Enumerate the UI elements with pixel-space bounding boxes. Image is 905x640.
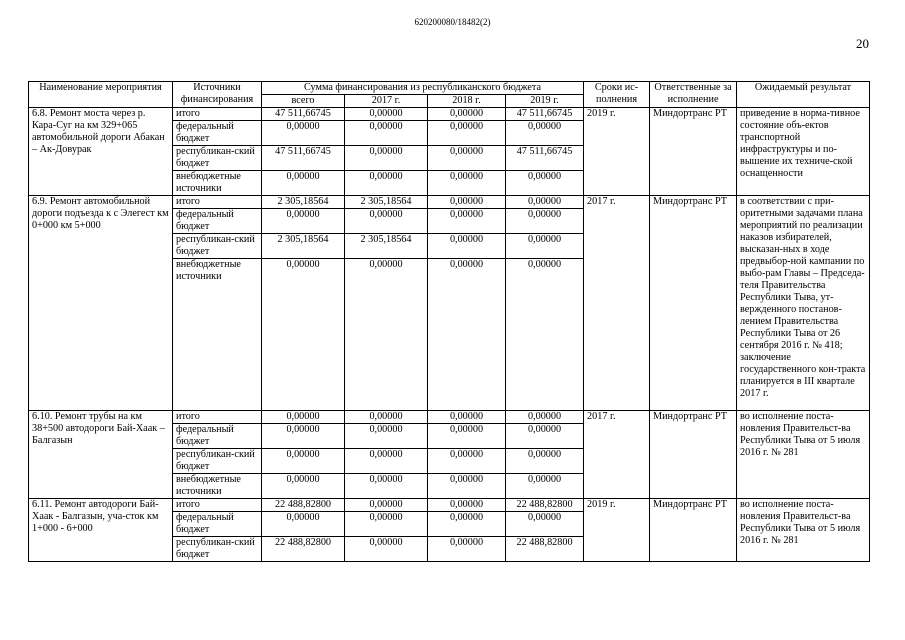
financing-table [28,81,870,562]
source-label: итого [173,499,262,512]
value-2018: 0,00000 [428,474,506,499]
value-2018: 0,00000 [428,512,506,537]
deadline-cell: 2019 г. [584,499,650,562]
value-2017: 0,00000 [345,411,428,424]
value-2018: 0,00000 [428,171,506,196]
source-label: федеральный бюджет [173,424,262,449]
deadline-cell: 2017 г. [584,411,650,499]
source-label: федеральный бюджет [173,209,262,234]
value-2018: 0,00000 [428,121,506,146]
value-2017: 0,00000 [345,259,428,411]
source-label: республикан-ский бюджет [173,537,262,562]
expected-result: приведение в норма-тивное состояние объ-ектов транспортной инфраструктуры и по-вышение их техниче-ской оснащенности [737,108,870,196]
value-total: 47 511,66745 [262,146,345,171]
value-2018: 0,00000 [428,424,506,449]
value-2019: 0,00000 [506,512,584,537]
table-row [29,499,870,512]
value-2018: 0,00000 [428,234,506,259]
value-2017: 0,00000 [345,108,428,121]
source-label: внебюджетные источники [173,474,262,499]
value-2017: 0,00000 [345,171,428,196]
document-id: 620200080/18482(2) [414,17,491,27]
value-2017: 0,00000 [345,209,428,234]
value-2019: 0,00000 [506,196,584,209]
value-total: 0,00000 [262,474,345,499]
responsible-cell: Миндортранс РТ [650,108,737,196]
value-2019: 22 488,82800 [506,537,584,562]
value-total: 0,00000 [262,411,345,424]
activity-name: 6.10. Ремонт трубы на км 38+500 автодороги Бай-Хаак – Балгазын [29,411,173,499]
value-2017: 0,00000 [345,146,428,171]
table-row [29,411,870,424]
value-total: 0,00000 [262,259,345,411]
value-total: 0,00000 [262,209,345,234]
value-2017: 0,00000 [345,537,428,562]
activity-name: 6.9. Ремонт автомобильной дороги подъезда к с Элегест км 0+000 км 5+000 [29,196,173,411]
value-2019: 47 511,66745 [506,146,584,171]
header-2017: 2017 г. [345,95,428,108]
header-result: Ожидаемый результат [737,82,870,108]
value-2018: 0,00000 [428,449,506,474]
table-body [29,108,870,562]
source-label: республикан-ский бюджет [173,146,262,171]
value-2018: 0,00000 [428,108,506,121]
value-2018: 0,00000 [428,499,506,512]
value-total: 22 488,82800 [262,537,345,562]
value-total: 22 488,82800 [262,499,345,512]
header-activity: Наименование мероприятия [29,82,173,108]
value-2017: 0,00000 [345,449,428,474]
header-2018: 2018 г. [428,95,506,108]
value-2017: 2 305,18564 [345,196,428,209]
source-label: внебюджетные источники [173,259,262,411]
header-sources: Источники финансирования [173,82,262,108]
value-2018: 0,00000 [428,209,506,234]
value-2018: 0,00000 [428,411,506,424]
source-label: итого [173,108,262,121]
source-label: итого [173,196,262,209]
value-2017: 0,00000 [345,474,428,499]
responsible-cell: Миндортранс РТ [650,499,737,562]
value-2017: 0,00000 [345,499,428,512]
value-2019: 0,00000 [506,121,584,146]
value-2019: 0,00000 [506,259,584,411]
value-2019: 0,00000 [506,209,584,234]
header-responsible: Ответственные за исполнение [650,82,737,108]
value-2018: 0,00000 [428,537,506,562]
table-row [29,196,870,209]
source-label: республикан-ский бюджет [173,234,262,259]
responsible-cell: Миндортранс РТ [650,196,737,411]
source-label: федеральный бюджет [173,512,262,537]
responsible-cell: Миндортранс РТ [650,411,737,499]
expected-result: во исполнение поста-новления Правительст-ва Республики Тыва от 5 июля 2016 г. № 281 [737,499,870,562]
value-2017: 2 305,18564 [345,234,428,259]
deadline-cell: 2017 г. [584,196,650,411]
header-sum: Сумма финансирования из республиканского бюджета [262,82,584,95]
value-total: 0,00000 [262,171,345,196]
header-deadline: Сроки ис-полнения [584,82,650,108]
value-2017: 0,00000 [345,121,428,146]
value-total: 0,00000 [262,449,345,474]
value-2018: 0,00000 [428,196,506,209]
value-2019: 0,00000 [506,424,584,449]
value-2018: 0,00000 [428,146,506,171]
value-2019: 0,00000 [506,411,584,424]
activity-name: 6.8. Ремонт моста через р. Кара-Суг на км 329+065 автомобильной дороги Абакан – Ак-Довурак [29,108,173,196]
source-label: федеральный бюджет [173,121,262,146]
value-total: 47 511,66745 [262,108,345,121]
value-2019: 47 511,66745 [506,108,584,121]
value-total: 0,00000 [262,512,345,537]
value-total: 2 305,18564 [262,234,345,259]
value-total: 0,00000 [262,121,345,146]
header-total: всего [262,95,345,108]
expected-result: во исполнение поста-новления Правительст-ва Республики Тыва от 5 июля 2016 г. № 281 [737,411,870,499]
table-row [29,108,870,121]
value-2017: 0,00000 [345,424,428,449]
deadline-cell: 2019 г. [584,108,650,196]
page-number: 20 [856,36,869,51]
value-2017: 0,00000 [345,512,428,537]
value-total: 2 305,18564 [262,196,345,209]
header-2019: 2019 г. [506,95,584,108]
value-2019: 0,00000 [506,474,584,499]
source-label: республикан-ский бюджет [173,449,262,474]
value-2019: 0,00000 [506,234,584,259]
value-2019: 0,00000 [506,449,584,474]
expected-result: в соответствии с при-оритетными задачами плана мероприятий по реализации наказов избирателей, высказан-ных в ходе предвыбор-ной кампании по выбо-рам Главы – Председа-теля Правительства Республики Тыва, ут-вержденного постанов-лением Правительства Республики Тыва от 26 сентября 2016 г. № 418; заключение государственного кон-тракта планируется в III квартале 2017 г. [737,196,870,411]
source-label: итого [173,411,262,424]
value-2019: 22 488,82800 [506,499,584,512]
value-2018: 0,00000 [428,259,506,411]
value-total: 0,00000 [262,424,345,449]
header-row [29,82,870,95]
value-2019: 0,00000 [506,171,584,196]
source-label: внебюджетные источники [173,171,262,196]
activity-name: 6.11. Ремонт автодороги Бай-Хаак - Балгазын, уча-сток км 1+000 - 6+000 [29,499,173,562]
